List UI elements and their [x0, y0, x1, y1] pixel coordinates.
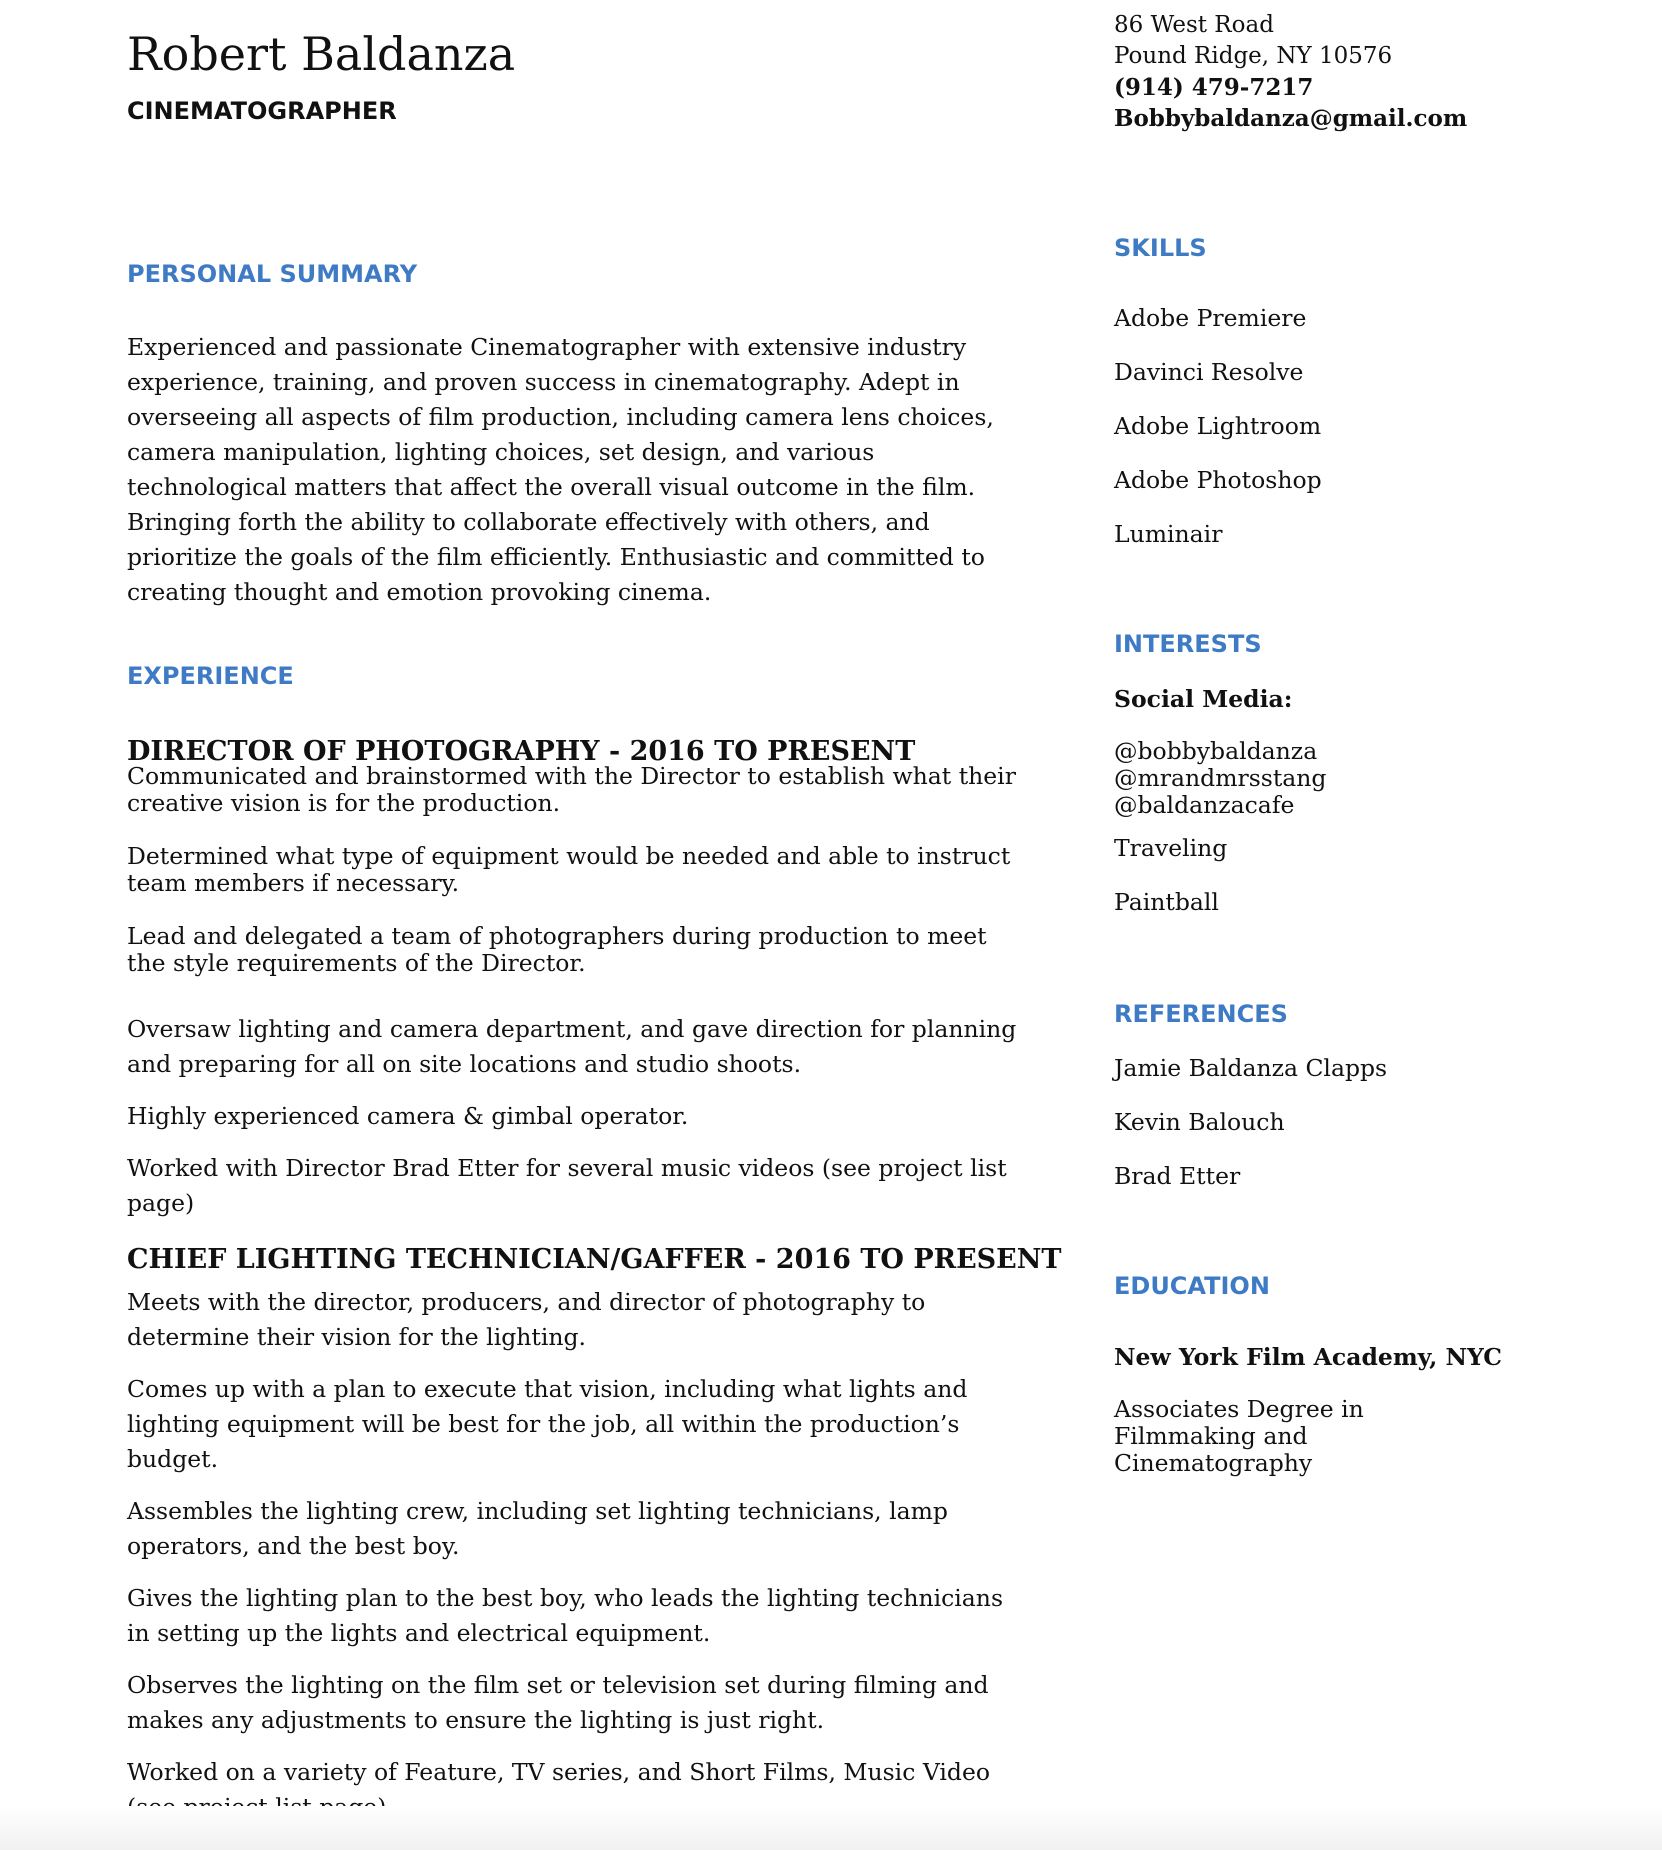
summary-text: Experienced and passionate Cinematographer with extensive industry experience, training, and proven success in cinematography. Adept in overseeing all aspects of film production, including camera lens choices, camera manipulation, lighting choices, set design, and various technological matters that affect the overall visual outcome in the film. Bringing forth the ability to collaborate effectively with others, and prioritize the goals of the film efficiently. Enthusiastic and committed to creating thought and emotion provoking cinema.	[127, 333, 994, 606]
job-bullet: Observes the lighting on the film set or television set during filming and makes any adjustments to ensure the lighting is just right.	[127, 1671, 989, 1734]
address-line-1: 86 West Road	[1114, 12, 1274, 38]
job-title: DIRECTOR OF PHOTOGRAPHY - 2016 TO PRESENT	[127, 736, 916, 767]
page-bottom-shadow	[0, 1806, 1662, 1850]
skills-list	[1114, 303, 1534, 549]
skill-item: Adobe Lightroom	[1114, 412, 1322, 440]
reference-item: Brad Etter	[1114, 1162, 1241, 1190]
job-bullet: Worked on a variety of Feature, TV series, and Short Films, Music Video	[127, 1758, 991, 1786]
resume-role: CINEMATOGRAPHER	[127, 97, 397, 125]
education-block	[1114, 1342, 1534, 1477]
reference-item: Jamie Baldanza Clapps	[1114, 1054, 1388, 1082]
job-bullet: Worked with Director Brad Etter for several music videos (see project list page)	[127, 1154, 1007, 1217]
job-bullet: Comes up with a plan to execute that vision, including what lights and lighting equipment will be best for the job, all within the production’s budget.	[127, 1375, 968, 1473]
job-bullet: Meets with the director, producers, and director of photography to determine their vision for the lighting.	[127, 1288, 926, 1351]
education-heading: EDUCATION	[1114, 1272, 1270, 1300]
job-chief-lighting-technician	[127, 1244, 1062, 1825]
interest-item: Traveling	[1114, 834, 1228, 862]
job-director-of-photography	[127, 736, 1032, 1221]
skill-item: Adobe Premiere	[1114, 304, 1307, 332]
job-bullet: Determined what type of equipment would be needed and able to instruct team members if necessary.	[127, 842, 1011, 897]
summary-heading: PERSONAL SUMMARY	[127, 260, 418, 288]
phone-number: (914) 479-7217	[1114, 74, 1314, 101]
social-handle: @mrandmrsstang	[1114, 764, 1327, 792]
job-bullet: Communicated and brainstormed with the Director to establish what their creative vision is for the production.	[127, 762, 1016, 817]
resume-name: Robert Baldanza	[127, 27, 516, 81]
education-school: New York Film Academy, NYC	[1114, 1343, 1503, 1371]
references-list	[1114, 1053, 1534, 1191]
email-address: Bobbybaldanza@gmail.com	[1114, 105, 1468, 132]
job-bullet: Oversaw lighting and camera department, and gave direction for planning and preparing for all on site locations and studio shoots.	[127, 1015, 1017, 1078]
reference-item: Kevin Balouch	[1114, 1108, 1285, 1136]
interest-item: Paintball	[1114, 888, 1219, 916]
skills-heading: SKILLS	[1114, 234, 1207, 262]
education-degree: Associates Degree in Filmmaking and Cinematography	[1114, 1395, 1364, 1477]
social-handle: @baldanzacafe	[1114, 791, 1295, 819]
references-heading: REFERENCES	[1114, 1000, 1288, 1028]
social-handle: @bobbybaldanza	[1114, 737, 1318, 765]
experience-heading: EXPERIENCE	[127, 662, 294, 690]
skill-item: Davinci Resolve	[1114, 358, 1304, 386]
skill-item: Adobe Photoshop	[1114, 466, 1322, 494]
interests-heading: INTERESTS	[1114, 630, 1262, 658]
address-line-2: Pound Ridge, NY 10576	[1114, 43, 1393, 69]
skill-item: Luminair	[1114, 520, 1223, 548]
job-bullet: Assembles the lighting crew, including set lighting technicians, lamp operators, and the best boy.	[127, 1497, 948, 1560]
job-title: CHIEF LIGHTING TECHNICIAN/GAFFER - 2016 TO PRESENT	[127, 1244, 1062, 1275]
job-bullet: Gives the lighting plan to the best boy, who leads the lighting technicians in setting up the lights and electrical equipment.	[127, 1584, 1004, 1647]
job-bullet: Lead and delegated a team of photographers during production to meet the style requirements of the Director.	[127, 922, 987, 977]
contact-block	[1114, 10, 1467, 134]
interests-list	[1114, 684, 1534, 917]
job-bullet: Highly experienced camera & gimbal operator.	[127, 1102, 689, 1130]
social-media-label: Social Media:	[1114, 685, 1293, 713]
